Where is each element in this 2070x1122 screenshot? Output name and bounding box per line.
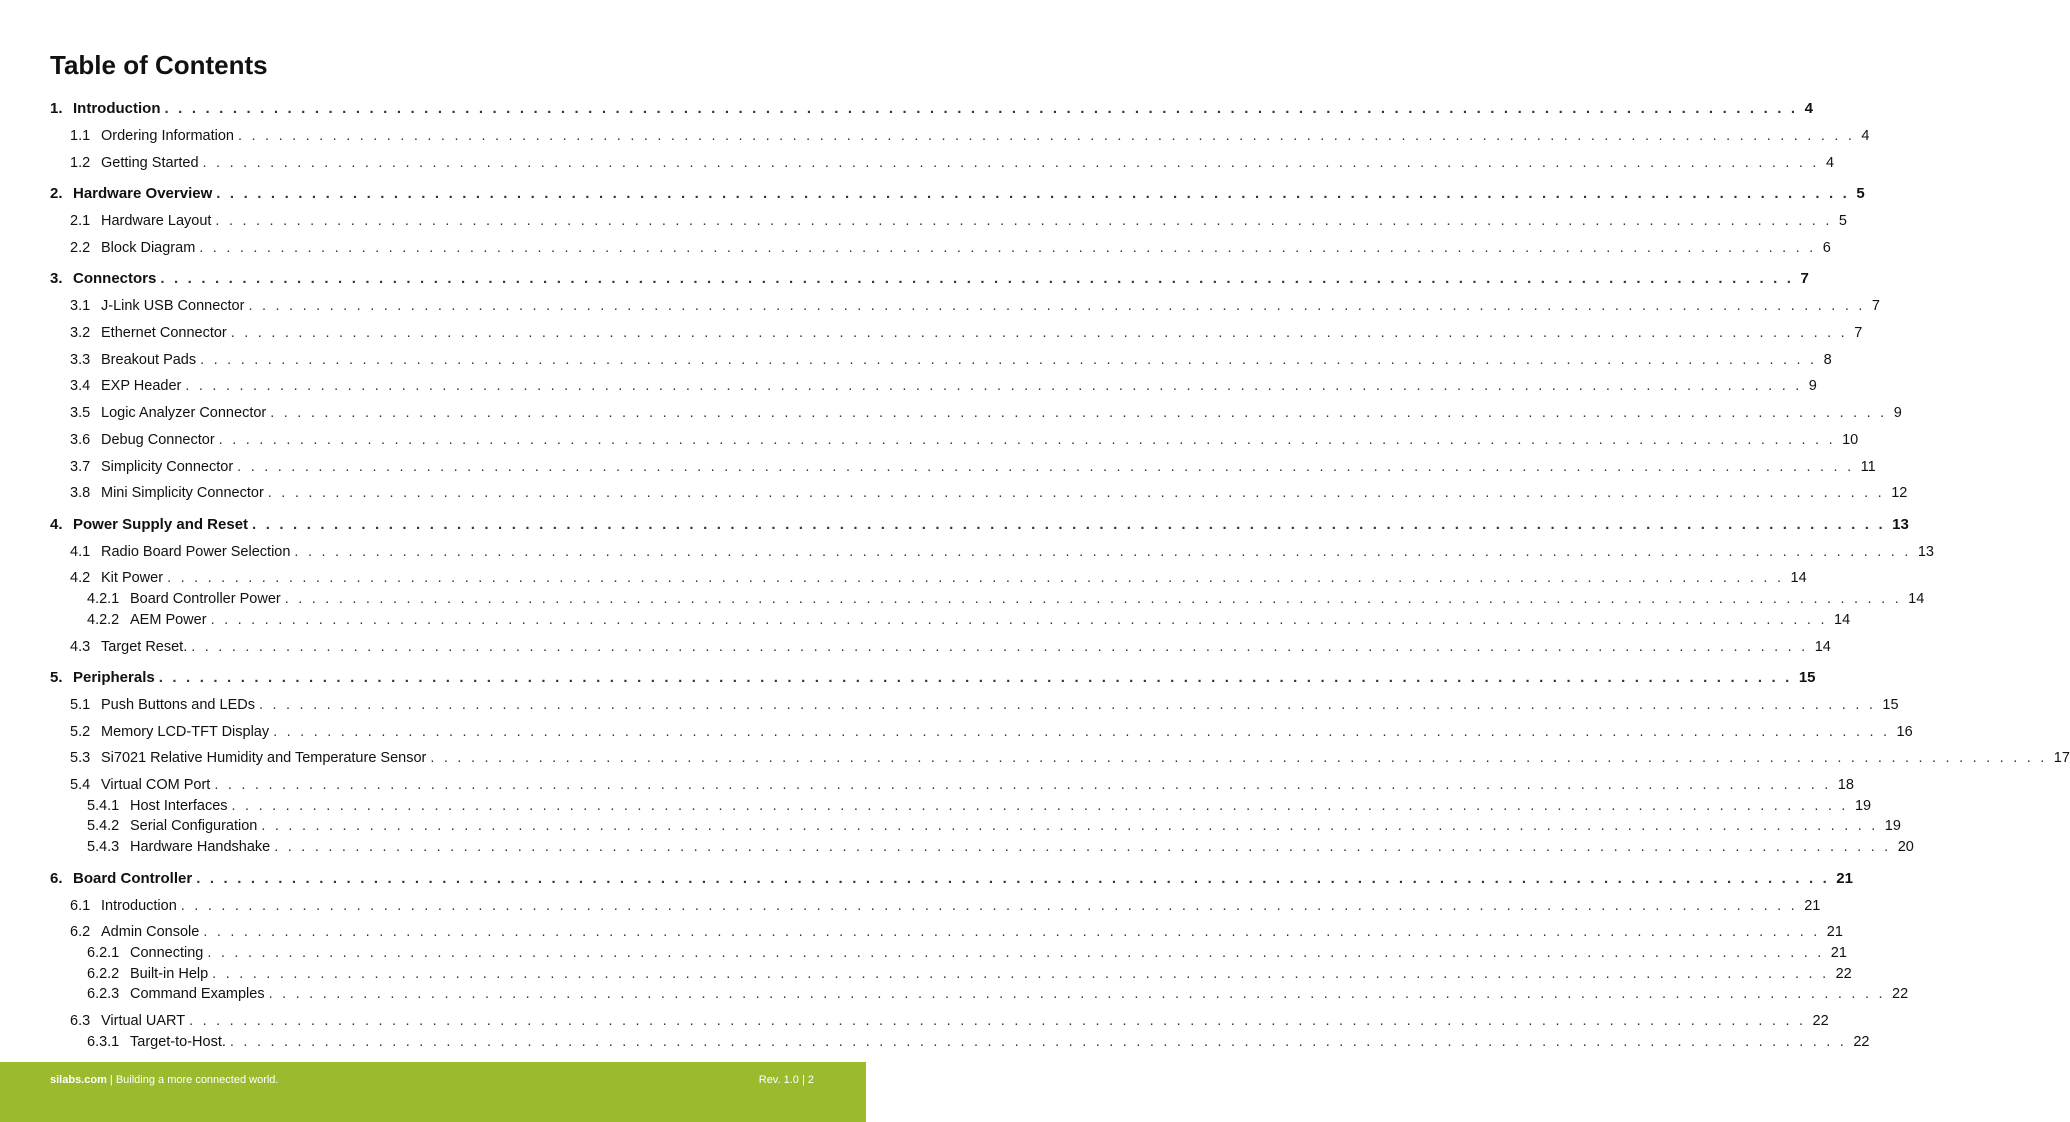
toc-entry-title: Ethernet Connector [101,325,227,341]
toc-dot-leader: ........................................................................................................................ [248,298,1872,314]
toc-entry[interactable] [50,867,1853,887]
toc-entry-page: 15 [1798,669,1816,686]
toc-entry-page: 14 [1790,570,1807,586]
toc-entry-page: 7 [1800,270,1809,287]
toc-dot-leader: ........................................................................................................................ [294,544,1918,560]
toc-entry-title: Push Buttons and LEDs [101,697,255,713]
toc-dot-leader: ........................................................................................................................ [207,945,1831,961]
toc-entry-page: 19 [1884,818,1901,834]
toc-entry-title: Getting Started [101,155,199,171]
footer-tagline: | Building a more connected world. [106,1074,279,1086]
toc-dot-leader: ........................................................................................................................ [270,405,1894,421]
toc-entry-number: 4.3 [70,639,91,655]
toc-entry-title: Hardware Handshake [130,839,271,855]
toc-entry-title: Connectors [73,270,157,287]
toc-entry-title: Hardware Overview [73,185,213,202]
toc-entry-number: 3.7 [70,459,91,475]
toc-entry-page: 11 [1860,459,1876,475]
toc-entry-page: 6 [1822,240,1831,256]
toc-entry[interactable] [50,428,1859,448]
toc-entry-page: 10 [1842,432,1859,448]
toc-dot-leader: ........................................................................................................................ [267,485,1892,501]
toc-entry[interactable] [50,894,1821,914]
toc-entry-number: 6.2.2 [87,966,120,982]
toc-entry[interactable] [50,1030,1870,1050]
toc-dot-leader: ........................................................................................................................ [189,1013,1813,1029]
toc-entry-page: 21 [1804,898,1821,914]
toc-entry-number: 6.2.3 [87,986,120,1002]
toc-entry-page: 22 [1892,986,1909,1002]
toc-entry[interactable] [50,608,1851,628]
toc-entry-title: Virtual UART [101,1013,186,1029]
toc-dot-leader: ........................................................................................................................ [203,924,1827,940]
toc-entry-title: J-Link USB Connector [101,298,245,314]
toc-entry[interactable] [50,294,1880,314]
toc-entry[interactable] [50,1009,1829,1029]
toc-entry-number: 2. [50,185,63,202]
toc-entry-title: Admin Console [101,924,200,940]
toc-entry-number: 5.4.2 [87,818,120,834]
toc-entry-page: 21 [1830,945,1847,961]
toc-entry-page: 12 [1891,485,1908,501]
toc-entry-title: Peripherals [73,669,155,686]
toc-entry-number: 3.5 [70,405,91,421]
toc-entry[interactable] [50,540,1934,560]
toc-entry-page: 17 [2053,750,2070,766]
toc-entry-title: Connecting [130,945,204,961]
toc-entry-page: 21 [1826,924,1843,940]
toc-entry-title: Introduction [101,898,177,914]
toc-entry-number: 4.2.2 [87,612,120,628]
toc-dot-leader: ........................................................................................................................ [214,777,1838,793]
toc-entry-number: 4. [50,516,63,533]
toc-dot-leader: ........................................................................................................................ [200,352,1824,368]
toc-dot-leader: ........................................................................................................................ [167,570,1791,586]
toc-entry[interactable] [50,566,1807,586]
toc-entry-title: Simplicity Connector [101,459,234,475]
toc-entry-number: 5.4 [70,777,91,793]
toc-entry[interactable] [50,587,1925,607]
toc-entry-page: 14 [1814,639,1831,655]
toc-entry-page: 4 [1861,128,1870,144]
toc-entry-number: 3. [50,270,63,287]
toc-entry-number: 3.8 [70,485,91,501]
toc-entry[interactable] [50,835,1914,855]
toc-entry-page: 7 [1854,325,1863,341]
toc-entry-title: Introduction [73,100,161,117]
toc-entry[interactable] [50,720,1913,740]
toc-entry-page: 8 [1823,352,1832,368]
toc-entry[interactable] [50,401,1902,421]
toc-dot-leader: ........................................................................................................................ [284,591,1909,607]
toc-entry[interactable] [50,97,1813,117]
toc-entry-page: 13 [1917,544,1934,560]
toc-dot-leader: ........................................................................................................................ [237,459,1861,475]
toc-dot-leader: ........................................................................................................................ [274,839,1898,855]
toc-dot-leader: ........................................................................................................................ [258,697,1883,713]
toc-entry[interactable] [50,693,1899,713]
toc-entry-page: 4 [1804,100,1813,117]
toc-dot-leader: ........................................................................................................................ [268,986,1893,1002]
toc-entry-number: 3.1 [70,298,91,314]
toc-entry-title: Breakout Pads [101,352,197,368]
toc-entry-page: 21 [1836,870,1853,887]
toc-entry-number: 6. [50,870,63,887]
footer-bar [0,1062,866,1122]
toc-entry-page: 19 [1854,798,1872,814]
toc-entry-title: Ordering Information [101,128,234,144]
toc-dot-leader: ........................................................................................................................ [231,798,1855,814]
toc-entry-number: 1.2 [70,155,91,171]
toc-entry-number: 4.1 [70,544,91,560]
toc-entry[interactable] [50,794,1872,814]
toc-dot-leader: ........................................................................................................................ [180,898,1805,914]
toc-entry[interactable] [50,962,1852,982]
toc-entry-page: 20 [1897,839,1914,855]
toc-entry-page: 5 [1856,185,1865,202]
toc-dot-leader: ........................................................................................................................ [202,155,1826,171]
toc-entry-title: Command Examples [130,986,265,1002]
toc-entry-number: 6.3.1 [87,1034,120,1050]
toc-entry-title: Kit Power [101,570,164,586]
toc-entry[interactable] [50,746,2070,766]
toc-dot-leader: ........................................................................................................................ [230,325,1855,341]
toc-entry-title: Memory LCD-TFT Display [101,724,270,740]
toc-entry-page: 4 [1825,155,1835,171]
toc-entry-number: 1.1 [70,128,91,144]
toc-entry[interactable] [50,236,1831,256]
toc-dot-leader: ........................................................................................................................ [261,818,1885,834]
toc-entry-page: 14 [1908,591,1925,607]
toc-entry-title: AEM Power [130,612,207,628]
toc-entry-page: 7 [1871,298,1880,314]
toc-entry-number: 5.1 [70,697,91,713]
toc-entry-title: Built-in Help [130,966,209,982]
page-title: Table of Contents [50,50,268,80]
toc-entry-number: 3.6 [70,432,91,448]
toc-entry-number: 5.4.1 [87,798,120,814]
toc-dot-leader: ........................................................................................................................ [191,639,1815,655]
toc-dot-leader: ........................................................................................................................ [212,966,1836,982]
toc-entry-page: 15 [1882,697,1899,713]
toc-entry[interactable] [50,666,1816,686]
toc-entry[interactable] [50,321,1863,341]
toc-dot-leader: ........................................................................................................................ [237,128,1862,144]
toc-entry-title: Target Reset. [101,639,188,655]
toc-entry-page: 16 [1896,724,1913,740]
toc-entry[interactable] [50,773,1854,793]
toc-entry-title: Serial Configuration [130,818,258,834]
toc-entry-page: 18 [1837,777,1854,793]
toc-entry[interactable] [50,635,1831,655]
toc-entry-title: Host Interfaces [130,798,228,814]
toc-entry[interactable] [50,182,1865,202]
toc-entry-title: Board Controller [73,870,193,887]
toc-dot-leader: ........................................................................................................................ [199,240,1823,256]
toc-entry-number: 3.3 [70,352,91,368]
toc-dot-leader: ........................................................................................................................ [430,750,2054,766]
toc-entry-title: EXP Header [101,378,182,394]
toc-entry-number: 5.4.3 [87,839,120,855]
toc-entry-number: 4.2 [70,570,91,586]
toc-entry[interactable] [50,455,1876,475]
toc-dot-leader: ........................................................................................................................ [160,270,1801,287]
toc-entry-title: Target-to-Host. [130,1034,226,1050]
toc-dot-leader: ........................................................................................................................ [215,213,1839,229]
toc-entry-number: 1. [50,100,63,117]
toc-dot-leader: ........................................................................................................................ [185,378,1809,394]
toc-entry-page: 5 [1838,213,1847,229]
toc-entry-title: Logic Analyzer Connector [101,405,267,421]
toc-dot-leader: ........................................................................................................................ [273,724,1897,740]
toc-dot-leader: ........................................................................................................................ [210,612,1834,628]
toc-entry-number: 6.2.1 [87,945,120,961]
toc-entry[interactable] [50,920,1843,940]
toc-entry-number: 5. [50,669,63,686]
toc-entry[interactable] [50,982,1909,1002]
toc-dot-leader: ........................................................................................................................ [196,870,1837,887]
toc-dot-leader: ........................................................................................................................ [158,669,1799,686]
toc-entry[interactable] [50,374,1817,394]
toc-entry-title: Block Diagram [101,240,196,256]
toc-entry-number: 5.2 [70,724,91,740]
toc-entry[interactable] [50,209,1847,229]
toc-entry-number: 4.2.1 [87,591,120,607]
toc-entry[interactable] [50,481,1908,501]
toc-entry-title: Hardware Layout [101,213,212,229]
toc-entry-number: 3.2 [70,325,91,341]
toc-entry-page: 22 [1853,1034,1870,1050]
toc-entry-page: 9 [1808,378,1817,394]
toc-entry-page: 13 [1892,516,1909,533]
footer-left [50,1074,278,1086]
toc-entry-number: 6.1 [70,898,91,914]
toc-entry[interactable] [50,814,1901,834]
toc-entry[interactable] [50,151,1835,171]
toc-entry-title: Virtual COM Port [101,777,211,793]
toc-entry-title: Board Controller Power [130,591,281,607]
toc-dot-leader: ........................................................................................................................ [218,432,1843,448]
toc-dot-leader: ........................................................................................................................ [229,1034,1854,1050]
footer-revision: Rev. 1.0 | 2 [758,1074,814,1086]
toc-entry-title: Radio Board Power Selection [101,544,291,560]
toc-dot-leader: ........................................................................................................................ [252,516,1893,533]
toc-entry-number: 6.2 [70,924,91,940]
toc-entry-title: Si7021 Relative Humidity and Temperature Sensor [101,750,427,766]
toc-entry-title: Debug Connector [101,432,215,448]
toc-entry-title: Mini Simplicity Connector [101,485,264,501]
toc-entry-title: Power Supply and Reset [73,516,249,533]
toc-entry-number: 6.3 [70,1013,91,1029]
toc-entry[interactable] [50,124,1870,144]
toc-dot-leader: ........................................................................................................................ [216,185,1857,202]
toc-entry-number: 2.2 [70,240,91,256]
toc-entry-page: 9 [1893,405,1902,421]
toc-dot-leader: ........................................................................................................................ [164,100,1805,117]
toc-entry-page: 22 [1812,1013,1829,1029]
toc-entry[interactable] [50,941,1847,961]
toc-entry-number: 5.3 [70,750,91,766]
toc-entry[interactable] [50,267,1809,287]
toc-entry-number: 3.4 [70,378,91,394]
toc-entry-page: 14 [1834,612,1851,628]
toc-entry[interactable] [50,348,1832,368]
footer-site-link[interactable]: silabs.com [50,1074,107,1086]
toc-entry-number: 2.1 [70,213,91,229]
toc-entry[interactable] [50,513,1909,533]
toc-entry-page: 22 [1835,966,1852,982]
